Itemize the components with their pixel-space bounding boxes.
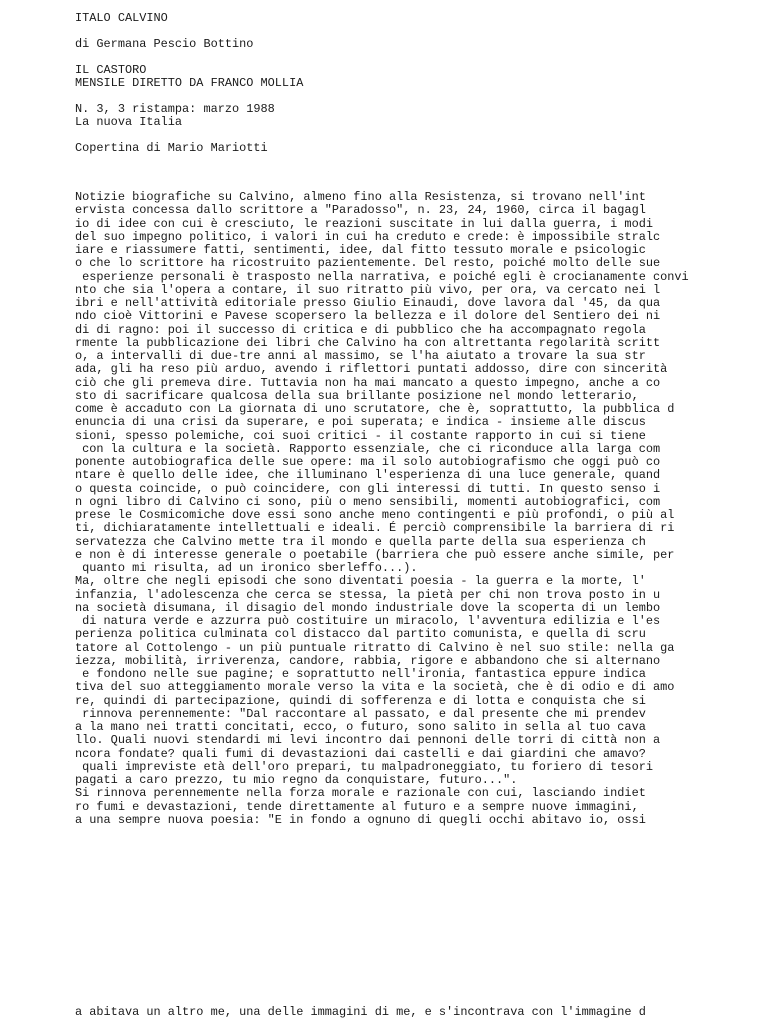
body-line-7: nto che sia l'opera a contare, il suo ritratto più vivo, per ora, va cercato nei l xyxy=(75,282,661,297)
body-line-10: di di ragno: poi il successo di critica e di pubblico che ha accompagnato regola xyxy=(75,322,646,337)
footer-line-0: a abitava un altro me, una delle immagini di me, e s'incontrava con l'immagine d xyxy=(75,1005,646,1019)
body-line-46: ro fumi e devastazioni, tende direttamente al futuro e a sempre nuove immagini, xyxy=(75,799,639,814)
body-line-27: e non è di interesse generale o poetabile (barriera che può essere anche simile, per xyxy=(75,547,675,562)
body-line-35: iezza, mobilità, irriverenza, candore, rabbia, rigore e abbandono che si alternano xyxy=(75,653,661,668)
body-line-38: re, quindi di partecipazione, quindi di sofferenza e di lotta e conquista che si xyxy=(75,693,646,708)
body-line-42: ncora fondate? quali fumi di devastazioni dai castelli e dai giardini che amavo? xyxy=(75,746,646,761)
body-line-4: iare e riassumere fatti, sentimenti, idee, dal fitto tessuto morale e psicologic xyxy=(75,243,646,257)
body-line-6: esperienze personali è trasposto nella narrativa, e poiché egli è crocianamente convi xyxy=(75,269,689,284)
body-line-37: tiva del suo atteggiamento morale verso la vita e la società, che è di odio e di amo xyxy=(75,680,675,695)
body-line-31: na società disumana, il disagio del mondo industriale dove la scoperta di un lembo xyxy=(75,600,661,615)
body-line-1: ervista concessa dallo scrittore a "Paradosso", n. 23, 24, 1960, circa il bagagl xyxy=(75,203,646,218)
body-line-13: ada, gli ha reso più arduo, avendo i riflettori puntati addosso, dire con sincerità xyxy=(75,362,668,377)
body-line-47: a una sempre nuova poesia: "E in fondo a ognuno di quegli occhi abitavo io, ossi xyxy=(75,812,646,827)
header-line-5: MENSILE DIRETTO DA FRANCO MOLLIA xyxy=(75,76,304,90)
header-line-7: N. 3, 3 ristampa: marzo 1988 xyxy=(75,102,275,116)
body-line-24: prese le Cosmicomiche dove essi sono anche meno contingenti e più profondi, o più al xyxy=(75,508,675,522)
body-line-9: ndo cioè Vittorini e Pavese scopersero la bellezza e il dolore del Sentiero dei ni xyxy=(75,309,661,324)
body-line-14: ciò che gli premeva dire. Tuttavia non ha mai mancato a questo impegno, anche a co xyxy=(75,375,661,390)
body-line-41: llo. Quali nuovi stendardi mi levi incontro dai pennoni delle torri di città non a xyxy=(75,733,661,748)
body-line-25: ti, dichiaratamente intellettuali e ideali. É perciò comprensibile la barriera di ri xyxy=(75,521,675,536)
body-line-19: con la cultura e la società. Rapporto essenziale, che ci riconduce alla larga com xyxy=(75,441,661,456)
header-line-10: Copertina di Mario Mariotti xyxy=(75,141,268,155)
body-line-16: come è accaduto con La giornata di uno scrutatore, che è, soprattutto, la pubblica d xyxy=(75,402,675,416)
body-line-44: pagati a caro prezzo, tu mio regno da conquistare, futuro...". xyxy=(75,773,518,787)
body-line-18: sioni, spesso polemiche, coi suoi critici - il costante rapporto in cui si tiene xyxy=(75,428,646,443)
body-line-12: o, a intervalli di due-tre anni al massimo, se l'ha aiutato a trovare la sua str xyxy=(75,349,646,363)
header-line-8: La nuova Italia xyxy=(75,115,183,129)
body-line-3: del suo impegno politico, i valori in cui ha creduto e crede: è impossibile stralc xyxy=(75,229,661,244)
body-line-45: Si rinnova perennemente nella forza morale e razionale con cui, lasciando indiet xyxy=(75,786,646,801)
body-line-11: rmente la pubblicazione dei libri che Calvino ha con altrettanta regolarità scritt xyxy=(75,335,661,350)
body-line-17: enuncia di una crisi da superare, e poi superata; e indica - insieme alle discus xyxy=(75,415,646,430)
body-line-15: sto di sacrificare qualcosa della sua brillante posizione nel mondo letterario, xyxy=(75,388,639,403)
body-line-39: rinnova perennemente: "Dal raccontare al passato, e dal presente che mi prendev xyxy=(75,706,646,721)
body-line-5: o che lo scrittore ha ricostruito pazientemente. Del resto, poiché molto delle sue xyxy=(75,256,661,271)
body-line-23: n ogni libro di Calvino ci sono, più o meno sensibili, momenti autobiografici, com xyxy=(75,494,661,509)
body-line-33: perienza politica culminata col distacco dal partito comunista, e quella di scru xyxy=(75,627,646,642)
body-line-20: ponente autobiografica delle sue opere: ma il solo autobiografismo che oggi può co xyxy=(75,455,661,469)
header-line-0: ITALO CALVINO xyxy=(75,11,168,25)
body-line-30: infanzia, l'adolescenza che cerca se stessa, la pietà per chi non trova posto in u xyxy=(75,587,661,602)
body-line-8: ibri e nell'attività editoriale presso Giulio Einaudi, dove lavora dal '45, da qua xyxy=(75,296,661,310)
body-line-29: Ma, oltre che negli episodi che sono diventati poesia - la guerra e la morte, l' xyxy=(75,574,646,589)
header-line-2: di Germana Pescio Bottino xyxy=(75,37,254,51)
body-line-21: ntare è quello delle idee, che illuminano l'esperienza di una luce generale, quand xyxy=(75,468,661,483)
body-line-32: di natura verde e azzurra può costituire un miracolo, l'avventura edilizia e l'es xyxy=(75,614,661,628)
body-line-22: o questa coincide, o può coincidere, con gli interessi di tutti. In questo senso i xyxy=(75,481,661,496)
body-line-40: a la mano nei tratti concitati, ecco, o futuro, sono salito in sella al tuo cava xyxy=(75,720,646,734)
body-line-2: io di idee con cui è cresciuto, le reazioni suscitate in lui dalla guerra, i modi xyxy=(75,216,653,231)
body-line-34: tatore al Cottolengo - un più puntuale ritratto di Calvino è nel suo stile: nella ga xyxy=(75,640,675,655)
header-line-4: IL CASTORO xyxy=(75,63,147,77)
body-line-0: Notizie biografiche su Calvino, almeno fino alla Resistenza, si trovano nell'int xyxy=(75,190,646,204)
body-line-36: e fondono nelle sue pagine; e soprattutto nell'ironia, fantastica eppure indica xyxy=(75,667,646,681)
body-line-28: quanto mi risulta, ad un ironico sberleffo...). xyxy=(75,561,418,575)
body-line-43: quali impreviste età dell'oro prepari, tu malpadroneggiato, tu foriero di tesori xyxy=(75,759,653,774)
body-line-26: servatezza che Calvino mette tra il mondo e quella parte della sua esperienza ch xyxy=(75,534,646,549)
